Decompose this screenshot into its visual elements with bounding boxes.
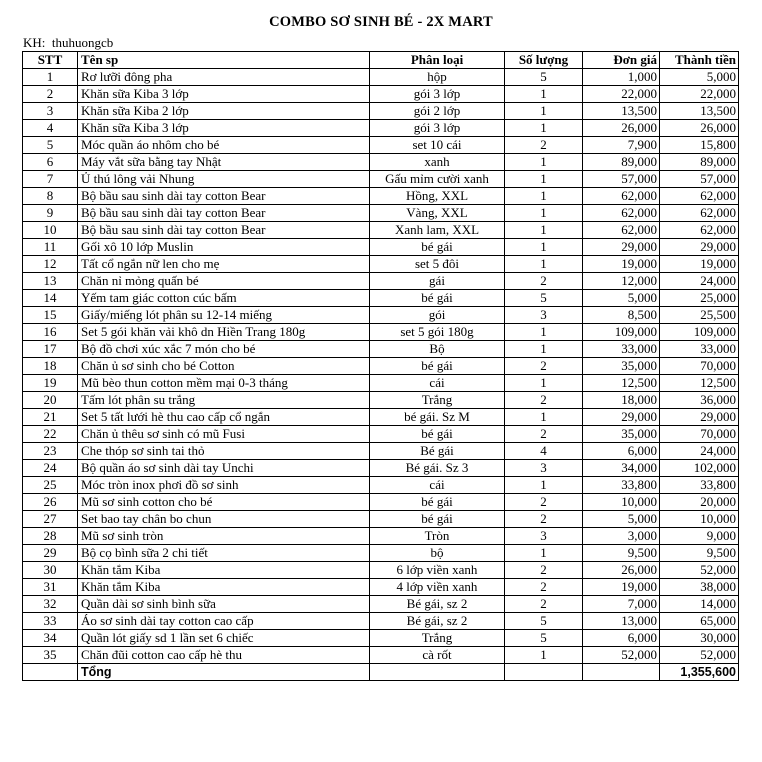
cell-name: Mũ bèo thun cotton mềm mại 0-3 tháng — [78, 375, 370, 392]
cell-total: 57,000 — [660, 171, 739, 188]
cell-qty: 1 — [505, 341, 583, 358]
cell-type: xanh — [370, 154, 505, 171]
cell-qty: 2 — [505, 511, 583, 528]
cell-name: Khăn sữa Kiba 3 lớp — [78, 120, 370, 137]
cell-name: Máy vắt sữa bằng tay Nhật — [78, 154, 370, 171]
cell-qty: 1 — [505, 375, 583, 392]
cell-name: Chăn nỉ mỏng quấn bé — [78, 273, 370, 290]
cell-qty: 2 — [505, 137, 583, 154]
table-row — [23, 358, 739, 375]
cell-qty: 1 — [505, 239, 583, 256]
cell-stt: 14 — [23, 290, 78, 307]
cell-price: 9,500 — [583, 545, 660, 562]
table-row — [23, 154, 739, 171]
cell-total: 38,000 — [660, 579, 739, 596]
cell-type: gói 2 lớp — [370, 103, 505, 120]
cell-qty: 1 — [505, 324, 583, 341]
cell-stt: 1 — [23, 69, 78, 86]
cell-price: 62,000 — [583, 188, 660, 205]
cell-stt: 4 — [23, 120, 78, 137]
cell-name: Bộ quần áo sơ sinh dài tay Unchi — [78, 460, 370, 477]
cell-stt: 8 — [23, 188, 78, 205]
table-row — [23, 426, 739, 443]
cell-total: 70,000 — [660, 358, 739, 375]
total-type-cell — [370, 664, 505, 681]
cell-stt: 26 — [23, 494, 78, 511]
cell-type: Bé gái, sz 2 — [370, 596, 505, 613]
grand-total: 1,355,600 — [660, 664, 739, 681]
table-row — [23, 188, 739, 205]
order-table — [22, 51, 739, 681]
cell-stt: 34 — [23, 630, 78, 647]
column-header-qty: Số lượng — [505, 52, 583, 69]
cell-stt: 15 — [23, 307, 78, 324]
cell-price: 26,000 — [583, 120, 660, 137]
cell-total: 20,000 — [660, 494, 739, 511]
cell-price: 13,500 — [583, 103, 660, 120]
total-price-cell — [583, 664, 660, 681]
table-row — [23, 86, 739, 103]
cell-qty: 2 — [505, 273, 583, 290]
cell-name: Giấy/miếng lót phân su 12-14 miếng — [78, 307, 370, 324]
total-stt-cell — [23, 664, 78, 681]
header-row — [23, 52, 739, 69]
table-row — [23, 630, 739, 647]
cell-price: 33,000 — [583, 341, 660, 358]
cell-price: 19,000 — [583, 579, 660, 596]
table-row — [23, 307, 739, 324]
cell-total: 24,000 — [660, 443, 739, 460]
cell-stt: 12 — [23, 256, 78, 273]
cell-name: Che thóp sơ sinh tai thỏ — [78, 443, 370, 460]
cell-total: 19,000 — [660, 256, 739, 273]
cell-qty: 5 — [505, 69, 583, 86]
cell-qty: 1 — [505, 647, 583, 664]
cell-type: Vàng, XXL — [370, 205, 505, 222]
cell-qty: 1 — [505, 188, 583, 205]
table-row — [23, 120, 739, 137]
cell-price: 22,000 — [583, 86, 660, 103]
cell-qty: 1 — [505, 545, 583, 562]
cell-type: cái — [370, 477, 505, 494]
cell-total: 102,000 — [660, 460, 739, 477]
cell-stt: 27 — [23, 511, 78, 528]
cell-type: bé gái. Sz M — [370, 409, 505, 426]
cell-qty: 3 — [505, 528, 583, 545]
total-label: Tổng — [78, 664, 370, 681]
cell-name: Mũ sơ sinh tròn — [78, 528, 370, 545]
cell-type: Bé gái — [370, 443, 505, 460]
cell-total: 30,000 — [660, 630, 739, 647]
table-row — [23, 256, 739, 273]
table-row — [23, 409, 739, 426]
cell-qty: 1 — [505, 171, 583, 188]
cell-price: 35,000 — [583, 358, 660, 375]
table-row — [23, 205, 739, 222]
cell-name: Mũ sơ sinh cotton cho bé — [78, 494, 370, 511]
cell-qty: 3 — [505, 460, 583, 477]
cell-stt: 3 — [23, 103, 78, 120]
cell-stt: 9 — [23, 205, 78, 222]
table-row — [23, 511, 739, 528]
cell-qty: 2 — [505, 358, 583, 375]
cell-qty: 1 — [505, 103, 583, 120]
table-row — [23, 579, 739, 596]
cell-type: cái — [370, 375, 505, 392]
cell-name: Khăn sữa Kiba 3 lớp — [78, 86, 370, 103]
cell-name: Bộ bầu sau sinh dài tay cotton Bear — [78, 222, 370, 239]
cell-stt: 18 — [23, 358, 78, 375]
cell-total: 25,000 — [660, 290, 739, 307]
cell-price: 12,000 — [583, 273, 660, 290]
cell-name: Móc tròn inox phơi đồ sơ sinh — [78, 477, 370, 494]
cell-name: Quần dài sơ sinh bình sữa — [78, 596, 370, 613]
cell-price: 12,500 — [583, 375, 660, 392]
cell-total: 52,000 — [660, 562, 739, 579]
cell-name: Set 5 gói khăn vải khô dn Hiền Trang 180g — [78, 324, 370, 341]
cell-price: 109,000 — [583, 324, 660, 341]
cell-total: 12,500 — [660, 375, 739, 392]
cell-price: 89,000 — [583, 154, 660, 171]
cell-stt: 10 — [23, 222, 78, 239]
cell-total: 9,000 — [660, 528, 739, 545]
cell-qty: 3 — [505, 307, 583, 324]
table-row — [23, 273, 739, 290]
cell-stt: 24 — [23, 460, 78, 477]
cell-name: Bộ bầu sau sinh dài tay cotton Bear — [78, 205, 370, 222]
total-row — [23, 664, 739, 681]
cell-stt: 28 — [23, 528, 78, 545]
cell-name: Bộ bầu sau sinh dài tay cotton Bear — [78, 188, 370, 205]
cell-type: bé gái — [370, 426, 505, 443]
cell-type: cà rốt — [370, 647, 505, 664]
table-row — [23, 392, 739, 409]
cell-type: Bộ — [370, 341, 505, 358]
cell-price: 5,000 — [583, 290, 660, 307]
cell-total: 26,000 — [660, 120, 739, 137]
cell-stt: 23 — [23, 443, 78, 460]
cell-type: hộp — [370, 69, 505, 86]
cell-name: Áo sơ sinh dài tay cotton cao cấp — [78, 613, 370, 630]
cell-qty: 1 — [505, 409, 583, 426]
cell-total: 29,000 — [660, 409, 739, 426]
cell-price: 57,000 — [583, 171, 660, 188]
table-row — [23, 545, 739, 562]
cell-stt: 13 — [23, 273, 78, 290]
cell-name: Khăn tắm Kiba — [78, 579, 370, 596]
cell-name: Set 5 tất lưới hè thu cao cấp cổ ngắn — [78, 409, 370, 426]
cell-total: 36,000 — [660, 392, 739, 409]
cell-stt: 35 — [23, 647, 78, 664]
cell-total: 14,000 — [660, 596, 739, 613]
cell-stt: 2 — [23, 86, 78, 103]
column-header-stt: STT — [23, 52, 78, 69]
table-row — [23, 222, 739, 239]
document-title: COMBO SƠ SINH BÉ - 2X MART — [269, 14, 493, 30]
cell-price: 5,000 — [583, 511, 660, 528]
cell-type: set 5 đôi — [370, 256, 505, 273]
cell-price: 34,000 — [583, 460, 660, 477]
cell-qty: 2 — [505, 426, 583, 443]
table-row — [23, 647, 739, 664]
cell-qty: 1 — [505, 120, 583, 137]
cell-total: 13,500 — [660, 103, 739, 120]
cell-price: 52,000 — [583, 647, 660, 664]
customer-line — [23, 35, 113, 51]
column-header-price: Đơn giá — [583, 52, 660, 69]
cell-name: Khăn tắm Kiba — [78, 562, 370, 579]
cell-type: Bé gái, sz 2 — [370, 613, 505, 630]
cell-type: Bé gái. Sz 3 — [370, 460, 505, 477]
cell-total: 29,000 — [660, 239, 739, 256]
table-row — [23, 375, 739, 392]
cell-total: 65,000 — [660, 613, 739, 630]
cell-name: Bộ cọ bình sữa 2 chi tiết — [78, 545, 370, 562]
cell-qty: 1 — [505, 256, 583, 273]
cell-total: 5,000 — [660, 69, 739, 86]
table-row — [23, 460, 739, 477]
cell-stt: 21 — [23, 409, 78, 426]
cell-name: Móc quần áo nhôm cho bé — [78, 137, 370, 154]
cell-qty: 1 — [505, 477, 583, 494]
cell-qty: 2 — [505, 494, 583, 511]
cell-price: 8,500 — [583, 307, 660, 324]
cell-type: bé gái — [370, 290, 505, 307]
cell-stt: 30 — [23, 562, 78, 579]
cell-type: gái — [370, 273, 505, 290]
cell-price: 29,000 — [583, 239, 660, 256]
cell-name: Tấm lót phân su trắng — [78, 392, 370, 409]
total-qty-cell — [505, 664, 583, 681]
cell-stt: 19 — [23, 375, 78, 392]
cell-name: Set bao tay chân bo chun — [78, 511, 370, 528]
cell-qty: 5 — [505, 630, 583, 647]
cell-type: set 5 gói 180g — [370, 324, 505, 341]
cell-price: 29,000 — [583, 409, 660, 426]
cell-stt: 6 — [23, 154, 78, 171]
cell-total: 70,000 — [660, 426, 739, 443]
cell-price: 3,000 — [583, 528, 660, 545]
cell-qty: 2 — [505, 596, 583, 613]
cell-name: Gối xô 10 lớp Muslin — [78, 239, 370, 256]
cell-qty: 4 — [505, 443, 583, 460]
cell-qty: 1 — [505, 86, 583, 103]
cell-price: 35,000 — [583, 426, 660, 443]
table-row — [23, 528, 739, 545]
table-row — [23, 477, 739, 494]
cell-type: bé gái — [370, 239, 505, 256]
cell-name: Bộ đồ chơi xúc xắc 7 món cho bé — [78, 341, 370, 358]
cell-type: Hồng, XXL — [370, 188, 505, 205]
cell-total: 33,000 — [660, 341, 739, 358]
cell-total: 25,500 — [660, 307, 739, 324]
table-row — [23, 562, 739, 579]
cell-price: 62,000 — [583, 205, 660, 222]
cell-type: bé gái — [370, 494, 505, 511]
cell-type: Tròn — [370, 528, 505, 545]
cell-type: Trắng — [370, 630, 505, 647]
cell-price: 13,000 — [583, 613, 660, 630]
cell-total: 15,800 — [660, 137, 739, 154]
cell-name: Khăn sữa Kiba 2 lớp — [78, 103, 370, 120]
cell-total: 62,000 — [660, 188, 739, 205]
cell-stt: 16 — [23, 324, 78, 341]
cell-qty: 1 — [505, 205, 583, 222]
table-row — [23, 290, 739, 307]
cell-stt: 31 — [23, 579, 78, 596]
cell-type: gói 3 lớp — [370, 120, 505, 137]
cell-name: Rơ lưỡi đông pha — [78, 69, 370, 86]
cell-total: 62,000 — [660, 205, 739, 222]
table-row — [23, 103, 739, 120]
cell-stt: 25 — [23, 477, 78, 494]
cell-stt: 22 — [23, 426, 78, 443]
table-row — [23, 596, 739, 613]
cell-stt: 5 — [23, 137, 78, 154]
cell-stt: 17 — [23, 341, 78, 358]
table-row — [23, 171, 739, 188]
column-header-type: Phân loại — [370, 52, 505, 69]
cell-name: Ủ thú lông vải Nhung — [78, 171, 370, 188]
cell-type: bộ — [370, 545, 505, 562]
cell-total: 62,000 — [660, 222, 739, 239]
cell-qty: 2 — [505, 562, 583, 579]
cell-stt: 33 — [23, 613, 78, 630]
cell-type: bé gái — [370, 358, 505, 375]
table-row — [23, 239, 739, 256]
table-body — [23, 69, 739, 664]
table-row — [23, 137, 739, 154]
cell-total: 10,000 — [660, 511, 739, 528]
cell-price: 7,000 — [583, 596, 660, 613]
cell-type: gói 3 lớp — [370, 86, 505, 103]
cell-stt: 7 — [23, 171, 78, 188]
cell-price: 6,000 — [583, 630, 660, 647]
table-row — [23, 494, 739, 511]
cell-name: Tất cổ ngắn nữ len cho mẹ — [78, 256, 370, 273]
cell-total: 52,000 — [660, 647, 739, 664]
cell-total: 89,000 — [660, 154, 739, 171]
cell-qty: 1 — [505, 222, 583, 239]
table-row — [23, 443, 739, 460]
column-header-name: Tên sp — [78, 52, 370, 69]
cell-total: 22,000 — [660, 86, 739, 103]
cell-name: Chăn ủ thêu sơ sinh có mũ Fusi — [78, 426, 370, 443]
cell-type: gói — [370, 307, 505, 324]
cell-qty: 2 — [505, 392, 583, 409]
customer-name: thuhuongcb — [51, 35, 114, 50]
table-row — [23, 341, 739, 358]
customer-label: KH: — [23, 35, 46, 50]
cell-qty: 5 — [505, 290, 583, 307]
cell-type: Trắng — [370, 392, 505, 409]
cell-price: 7,900 — [583, 137, 660, 154]
table-row — [23, 324, 739, 341]
cell-price: 62,000 — [583, 222, 660, 239]
cell-qty: 5 — [505, 613, 583, 630]
cell-name: Yếm tam giác cotton cúc bấm — [78, 290, 370, 307]
table-row — [23, 69, 739, 86]
cell-qty: 1 — [505, 154, 583, 171]
cell-name: Chăn ủ sơ sinh cho bé Cotton — [78, 358, 370, 375]
cell-type: bé gái — [370, 511, 505, 528]
cell-total: 109,000 — [660, 324, 739, 341]
table-row — [23, 613, 739, 630]
cell-price: 18,000 — [583, 392, 660, 409]
cell-stt: 20 — [23, 392, 78, 409]
cell-price: 19,000 — [583, 256, 660, 273]
cell-name: Quần lót giấy sd 1 lần set 6 chiếc — [78, 630, 370, 647]
cell-stt: 32 — [23, 596, 78, 613]
cell-price: 10,000 — [583, 494, 660, 511]
cell-type: set 10 cái — [370, 137, 505, 154]
cell-qty: 2 — [505, 579, 583, 596]
cell-type: Gấu mỉm cười xanh — [370, 171, 505, 188]
cell-price: 26,000 — [583, 562, 660, 579]
cell-total: 33,800 — [660, 477, 739, 494]
column-header-total: Thành tiền — [660, 52, 739, 69]
cell-type: 4 lớp viền xanh — [370, 579, 505, 596]
cell-stt: 29 — [23, 545, 78, 562]
cell-total: 24,000 — [660, 273, 739, 290]
cell-price: 33,800 — [583, 477, 660, 494]
cell-stt: 11 — [23, 239, 78, 256]
cell-type: Xanh lam, XXL — [370, 222, 505, 239]
cell-price: 1,000 — [583, 69, 660, 86]
cell-total: 9,500 — [660, 545, 739, 562]
cell-price: 6,000 — [583, 443, 660, 460]
cell-name: Chăn đũi cotton cao cấp hè thu — [78, 647, 370, 664]
cell-type: 6 lớp viền xanh — [370, 562, 505, 579]
